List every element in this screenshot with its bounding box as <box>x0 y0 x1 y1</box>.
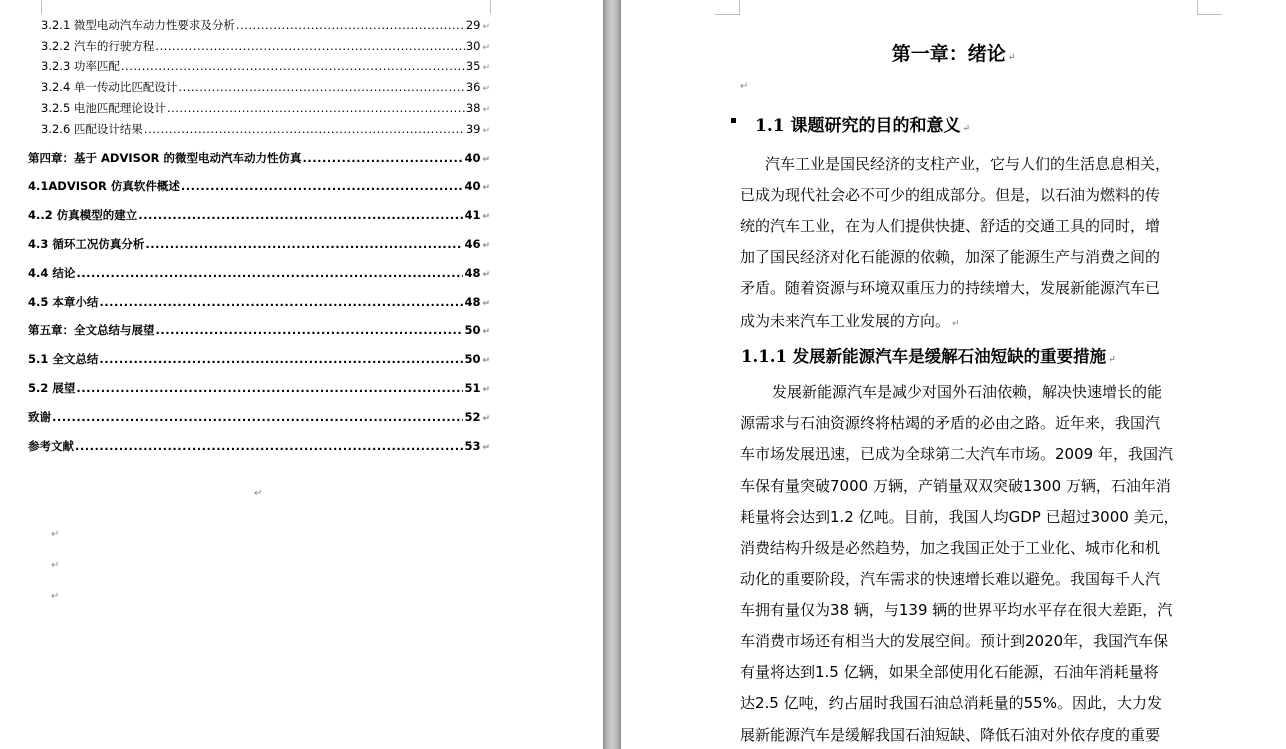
toc-entry-title: 4.4 结论 <box>28 266 76 280</box>
margin-corner-mark <box>17 0 42 14</box>
page-gutter <box>603 0 621 749</box>
body-text-line[interactable]: 车市场发展迅速，已成为全球第二大汽车市场。2009 年，我国汽 <box>740 445 1173 463</box>
toc-entry-title: 3.2.6 匹配设计结果 <box>41 122 143 136</box>
toc-dot-leader <box>52 410 463 424</box>
toc-entry-title: 4..2 仿真模型的建立 <box>28 208 138 222</box>
margin-corner-mark <box>715 0 740 15</box>
body-text-line-text: 成为未来汽车工业发展的方向。 <box>740 312 951 330</box>
body-text-line[interactable]: 车消费市场还有相当大的发展空间。预计到2020年，我国汽车保 <box>740 632 1169 650</box>
toc-dot-leader <box>99 295 463 309</box>
toc-page-number: 39 <box>465 122 481 136</box>
subsection-heading[interactable] <box>741 343 1116 367</box>
paragraph-mark-icon: ↵ <box>51 560 60 571</box>
section-heading[interactable] <box>755 111 970 136</box>
toc-subsection-entry[interactable] <box>41 58 490 76</box>
toc-page-number: 50 <box>464 352 481 366</box>
body-text-line[interactable]: 展新能源汽车是缓解我国石油短缺、降低石油对外依存度的重要 <box>740 726 1161 744</box>
body-text-line[interactable]: 车拥有量仅为38 辆，与139 辆的世界平均水平存在很大差距，汽 <box>740 601 1173 619</box>
toc-dot-leader <box>144 122 465 136</box>
toc-entry-title: 参考文献 <box>28 439 74 453</box>
toc-entry-title: 3.2.4 单一传动比匹配设计 <box>41 80 178 94</box>
toc-entry-title: 3.2.5 电池匹配理论设计 <box>41 101 166 115</box>
toc-page-number: 48 <box>464 266 481 280</box>
toc-section-entry[interactable] <box>28 236 490 254</box>
paragraph-mark-icon: ↵ <box>482 43 490 53</box>
body-text-line[interactable]: 汽车工业是国民经济的支柱产业，它与人们的生活息息相关， <box>765 155 1171 173</box>
toc-page-number: 40 <box>464 151 481 165</box>
toc-dot-leader <box>156 323 464 337</box>
toc-dot-leader <box>99 352 463 366</box>
paragraph-mark-icon: ↵ <box>1108 355 1116 365</box>
paragraph-mark-icon: ↵ <box>482 63 490 73</box>
chapter-title[interactable] <box>621 39 1286 66</box>
toc-dot-leader <box>76 381 463 395</box>
body-text-line[interactable]: 耗量将会达到1.2 亿吨。目前，我国人均GDP 已超过3000 美元， <box>740 508 1179 526</box>
paragraph-mark-icon: ↵ <box>482 443 490 453</box>
toc-entry-title: 5.2 展望 <box>28 381 76 395</box>
toc-dot-leader <box>167 101 465 115</box>
body-text-line[interactable]: 统的汽车工业，在为人们提供快捷、舒适的交通工具的同时，增 <box>740 217 1161 235</box>
toc-dot-leader <box>178 80 464 94</box>
paragraph-mark-icon: ↵ <box>952 319 960 329</box>
paragraph-mark-icon: ↵ <box>482 22 490 32</box>
toc-entry-title: 3.2.2 汽车的行驶方程 <box>41 39 155 53</box>
toc-entry-title: 第五章：全文总结与展望 <box>28 323 155 337</box>
toc-dot-leader <box>121 59 465 73</box>
toc-dot-leader <box>145 237 463 251</box>
margin-corner-mark <box>1197 0 1222 15</box>
body-text-line[interactable]: 达2.5 亿吨，约占届时我国石油总消耗量的55%。因此，大力发 <box>740 694 1162 712</box>
toc-entry-title: 4.5 本章小结 <box>28 295 99 309</box>
toc-section-entry[interactable] <box>28 351 490 369</box>
toc-subsection-entry[interactable] <box>41 121 490 139</box>
paragraph-mark-icon: ↵ <box>51 591 60 602</box>
paragraph-mark-icon: ↵ <box>482 126 490 136</box>
toc-entry-title: 第四章：基于 ADVISOR 的微型电动汽车动力性仿真 <box>28 151 302 165</box>
body-text-line[interactable]: 动化的重要阶段，汽车需求的快速增长难以避免。我国每千人汽 <box>740 570 1161 588</box>
toc-dot-leader <box>303 151 464 165</box>
toc-page-number: 48 <box>464 295 481 309</box>
toc-page-number: 40 <box>464 179 481 193</box>
body-text-line[interactable]: 源需求与石油资源终将枯竭的矛盾的必由之路。近年来，我国汽 <box>740 414 1161 432</box>
toc-entry-title: 3.2.3 功率匹配 <box>41 59 120 73</box>
toc-chapter-entry[interactable] <box>28 438 490 456</box>
toc-dot-leader <box>181 179 464 193</box>
paragraph-mark-icon: ↵ <box>482 155 490 165</box>
toc-entry-title: 4.1ADVISOR 仿真软件概述 <box>28 179 180 193</box>
margin-corner-mark <box>490 0 515 14</box>
paragraph-mark-icon: ↵ <box>482 414 490 424</box>
toc-dot-leader <box>236 18 465 32</box>
body-text-line[interactable]: 车保有量突破7000 万辆，产销量双双突破1300 万辆，石油年消 <box>740 477 1171 495</box>
toc-section-entry[interactable] <box>28 207 490 225</box>
toc-subsection-entry[interactable] <box>41 79 490 97</box>
paragraph-mark-icon: ↵ <box>482 385 490 395</box>
toc-section-entry[interactable] <box>28 294 490 312</box>
toc-chapter-entry[interactable] <box>28 150 490 168</box>
paragraph-mark-icon: ↵ <box>482 84 490 94</box>
toc-page-number: 53 <box>464 439 481 453</box>
toc-page-number: 50 <box>464 323 481 337</box>
toc-page-number: 46 <box>464 237 481 251</box>
paragraph-mark-icon: ↵ <box>482 356 490 366</box>
toc-section-entry[interactable] <box>28 265 490 283</box>
toc-page-number: 29 <box>465 18 481 32</box>
body-text-line[interactable]: 发展新能源汽车是减少对国外石油依赖，解决快速增长的能 <box>772 383 1163 401</box>
paragraph-mark-icon: ↵ <box>482 105 490 115</box>
chapter-title-text: 第一章：绪论 <box>891 43 1006 65</box>
toc-dot-leader <box>138 208 463 222</box>
section-heading-text: 1.1 课题研究的目的和意义 <box>755 116 961 136</box>
toc-page-number: 35 <box>465 59 481 73</box>
body-text-line[interactable] <box>740 310 960 331</box>
toc-subsection-entry[interactable] <box>41 17 490 35</box>
paragraph-mark-icon: ↵ <box>482 299 490 309</box>
toc-page-number: 38 <box>465 101 481 115</box>
body-text-line[interactable]: 加了国民经济对化石能源的依赖，加深了能源生产与消费之间的 <box>740 248 1161 266</box>
toc-entry-title: 5.1 全文总结 <box>28 352 99 366</box>
toc-page-number: 51 <box>464 381 481 395</box>
body-text-line[interactable]: 矛盾。随着资源与环境双重压力的持续增大，发展新能源汽车已 <box>740 279 1161 297</box>
paragraph-mark-icon: ↵ <box>51 529 60 540</box>
toc-page-number: 30 <box>465 39 481 53</box>
paragraph-mark-icon: ↵ <box>482 327 490 337</box>
subsection-heading-text: 1.1.1 发展新能源汽车是缓解石油短缺的重要措施 <box>741 347 1107 366</box>
paragraph-mark-icon: ↵ <box>1007 53 1016 63</box>
body-text-line[interactable]: 有量将达到1.5 亿辆，如果全部使用化石能源，石油年消耗量将 <box>740 663 1159 681</box>
document-page-toc <box>0 0 603 749</box>
toc-dot-leader <box>76 266 463 280</box>
toc-chapter-entry[interactable] <box>28 409 490 427</box>
paragraph-mark-icon: ↵ <box>962 124 971 134</box>
body-text-line[interactable]: 消费结构升级是必然趋势，加之我国正处于工业化、城市化和机 <box>740 539 1161 557</box>
heading-bullet-icon <box>731 118 736 123</box>
toc-page-number: 36 <box>465 80 481 94</box>
toc-page-number: 52 <box>464 410 481 424</box>
toc-subsection-entry[interactable] <box>41 100 490 118</box>
toc-page-number: 41 <box>464 208 481 222</box>
paragraph-mark-icon: ↵ <box>740 81 749 92</box>
paragraph-mark-icon: ↵ <box>482 241 490 251</box>
paragraph-mark-icon: ↵ <box>482 183 490 193</box>
body-text-line[interactable]: 已成为现代社会必不可少的组成部分。但是，以石油为燃料的传 <box>740 186 1161 204</box>
toc-entry-title: 3.2.1 微型电动汽车动力性要求及分析 <box>41 18 235 32</box>
toc-entry-title: 4.3 循环工况仿真分析 <box>28 237 145 251</box>
toc-section-entry[interactable] <box>28 380 490 398</box>
toc-subsection-entry[interactable] <box>41 38 490 56</box>
toc-dot-leader <box>75 439 463 453</box>
document-page-chapter <box>621 0 1286 749</box>
toc-chapter-entry[interactable] <box>28 322 490 340</box>
paragraph-mark-icon: ↵ <box>254 488 263 499</box>
paragraph-mark-icon: ↵ <box>482 212 490 222</box>
toc-entry-title: 致谢 <box>28 410 51 424</box>
toc-dot-leader <box>155 39 464 53</box>
paragraph-mark-icon: ↵ <box>482 270 490 280</box>
toc-section-entry[interactable] <box>28 178 490 196</box>
